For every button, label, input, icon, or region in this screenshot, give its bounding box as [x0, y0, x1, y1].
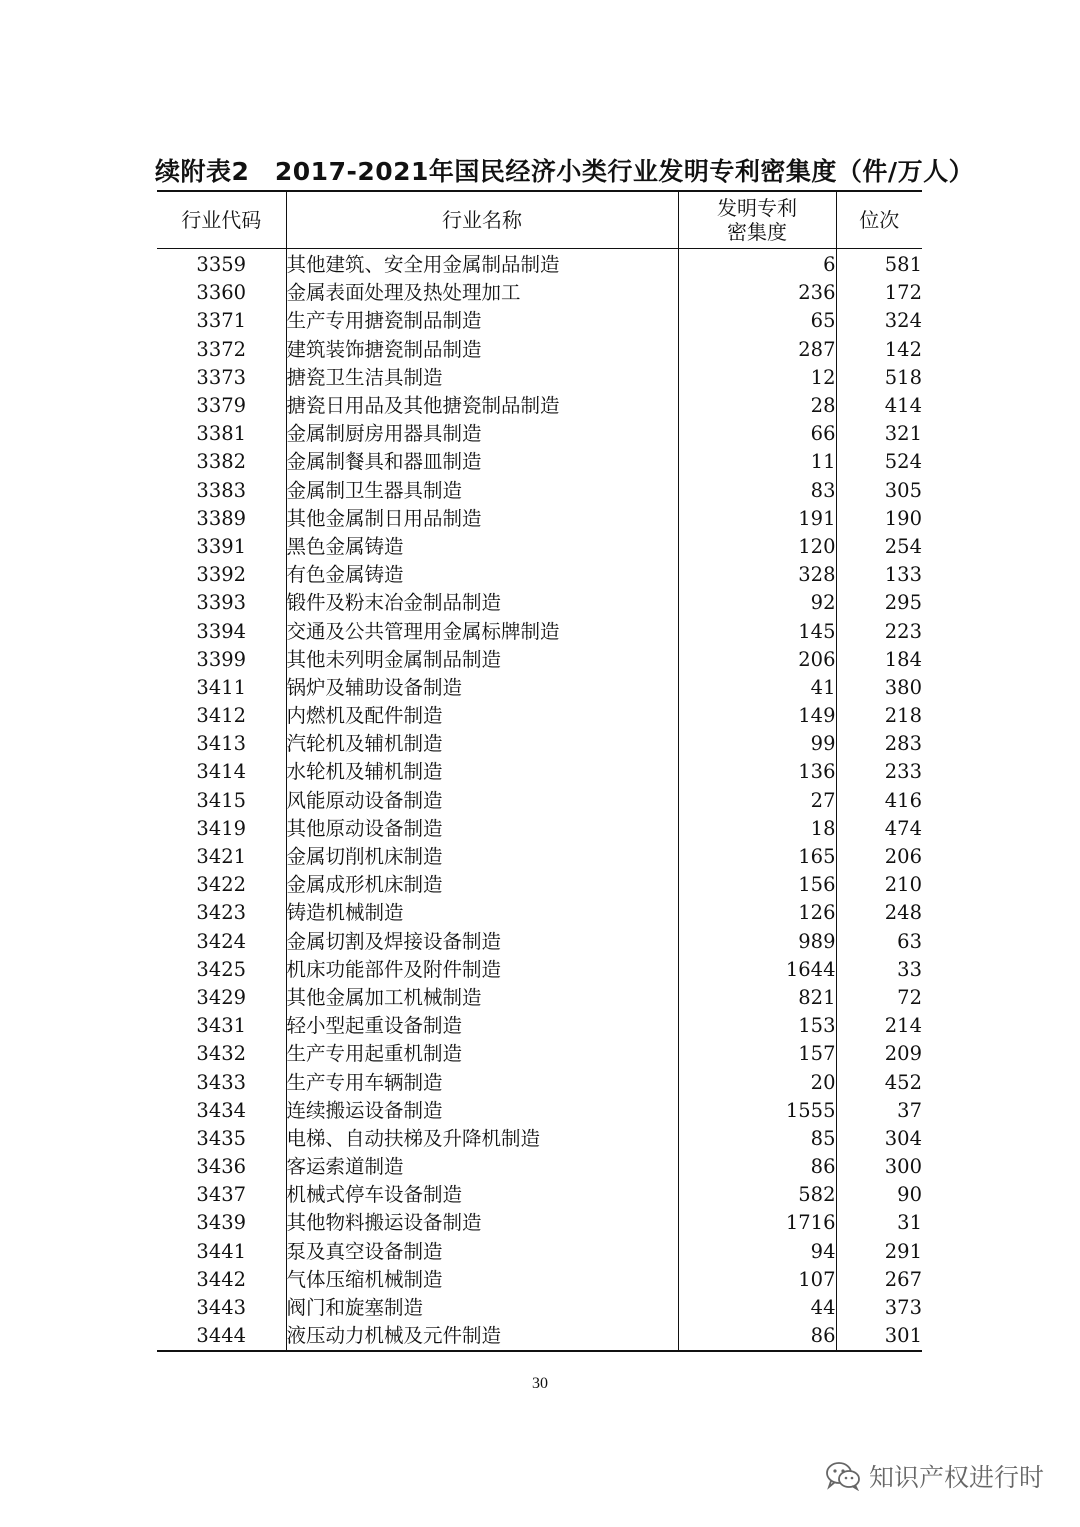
industry-code-cell: 3381: [196, 422, 247, 446]
table-row: [157, 589, 922, 617]
patent-density-cell: 28: [678, 392, 836, 420]
industry-name-cell: 生产专用车辆制造: [286, 1068, 678, 1096]
industry-name-cell: 其他物料搬运设备制造: [286, 1209, 678, 1237]
rank-cell: 190: [836, 505, 922, 533]
patent-density-cell: 156: [678, 871, 836, 899]
industry-code-cell: 3444: [196, 1324, 247, 1348]
table-row: [157, 1012, 922, 1040]
table-header-row: [157, 191, 922, 249]
industry-name-cell: 电梯、自动扶梯及升降机制造: [286, 1125, 678, 1153]
patent-density-cell: 65: [678, 307, 836, 335]
rank-cell: 206: [836, 843, 922, 871]
table-row: [157, 1068, 922, 1096]
industry-code-cell: 3437: [196, 1183, 247, 1207]
table-row: [157, 674, 922, 702]
table-row: [157, 279, 922, 307]
table-title: 续附表2 2017-2021年国民经济小类行业发明专利密集度（件/万人）: [155, 157, 975, 186]
watermark: [825, 1458, 1044, 1494]
industry-name-cell: 其他金属加工机械制造: [286, 984, 678, 1012]
industry-code-cell: 3379: [196, 394, 247, 418]
industry-name-cell: 机床功能部件及附件制造: [286, 956, 678, 984]
patent-density-cell: 66: [678, 420, 836, 448]
patent-density-cell: 92: [678, 589, 836, 617]
industry-code-cell: 3391: [196, 534, 247, 558]
rank-cell: 37: [836, 1097, 922, 1125]
industry-code-cell: 3415: [196, 788, 247, 812]
patent-density-cell: 191: [678, 505, 836, 533]
patent-density-cell: 328: [678, 561, 836, 589]
rank-cell: 304: [836, 1125, 922, 1153]
rank-cell: 324: [836, 307, 922, 335]
table-row: [157, 646, 922, 674]
industry-name-cell: 其他未列明金属制品制造: [286, 646, 678, 674]
industry-code-cell: 3432: [196, 1042, 247, 1066]
table-row: [157, 1322, 922, 1351]
industry-name-cell: 金属切割及焊接设备制造: [286, 928, 678, 956]
patent-density-cell: 126: [678, 899, 836, 927]
table-row: [157, 561, 922, 589]
patent-density-cell: 83: [678, 477, 836, 505]
patent-density-cell: 44: [678, 1294, 836, 1322]
rank-cell: 291: [836, 1238, 922, 1266]
industry-code-cell: 3412: [196, 704, 247, 728]
industry-name-cell: 黑色金属铸造: [286, 533, 678, 561]
rank-cell: 90: [836, 1181, 922, 1209]
industry-name-cell: 铸造机械制造: [286, 899, 678, 927]
patent-density-cell: 153: [678, 1012, 836, 1040]
patent-density-cell: 6: [678, 249, 836, 280]
table-row: [157, 617, 922, 645]
industry-name-cell: 生产专用起重机制造: [286, 1040, 678, 1068]
industry-name-cell: 金属成形机床制造: [286, 871, 678, 899]
table-row: [157, 1238, 922, 1266]
header-patent-density: [678, 191, 836, 249]
patent-density-cell: 41: [678, 674, 836, 702]
industry-code-cell: 3413: [196, 732, 247, 756]
industry-code-cell: 3423: [196, 901, 247, 925]
rank-cell: 31: [836, 1209, 922, 1237]
industry-name-cell: 气体压缩机械制造: [286, 1266, 678, 1294]
rank-cell: 283: [836, 730, 922, 758]
patent-density-cell: 18: [678, 815, 836, 843]
rank-cell: 267: [836, 1266, 922, 1294]
rank-cell: 305: [836, 477, 922, 505]
rank-cell: 518: [836, 364, 922, 392]
rank-cell: 380: [836, 674, 922, 702]
patent-density-cell: 1555: [678, 1097, 836, 1125]
industry-code-cell: 3411: [196, 675, 247, 699]
patent-density-cell: 120: [678, 533, 836, 561]
industry-code-cell: 3439: [196, 1211, 247, 1235]
wechat-icon: [825, 1461, 861, 1491]
industry-code-cell: 3419: [196, 816, 247, 840]
industry-code-cell: 3443: [196, 1296, 247, 1320]
rank-cell: 133: [836, 561, 922, 589]
industry-code-cell: 3414: [196, 760, 247, 784]
table-row: [157, 477, 922, 505]
rank-cell: 184: [836, 646, 922, 674]
patent-density-cell: 86: [678, 1153, 836, 1181]
industry-name-cell: 阀门和旋塞制造: [286, 1294, 678, 1322]
table-row: [157, 1181, 922, 1209]
table-row: [157, 249, 922, 280]
table-row: [157, 899, 922, 927]
industry-code-cell: 3436: [196, 1155, 247, 1179]
rank-cell: 248: [836, 899, 922, 927]
industry-name-cell: 其他金属制日用品制造: [286, 505, 678, 533]
table-row: [157, 815, 922, 843]
industry-code-cell: 3442: [196, 1267, 247, 1291]
patent-density-cell: 27: [678, 787, 836, 815]
patent-density-table: [157, 190, 922, 1352]
table-row: [157, 730, 922, 758]
industry-name-cell: 金属制餐具和器皿制造: [286, 448, 678, 476]
patent-density-cell: 136: [678, 758, 836, 786]
industry-name-cell: 有色金属铸造: [286, 561, 678, 589]
industry-code-cell: 3389: [196, 506, 247, 530]
industry-name-cell: 风能原动设备制造: [286, 787, 678, 815]
industry-name-cell: 搪瓷卫生洁具制造: [286, 364, 678, 392]
industry-code-cell: 3435: [196, 1126, 247, 1150]
industry-code-cell: 3421: [196, 845, 247, 869]
rank-cell: 373: [836, 1294, 922, 1322]
industry-code-cell: 3382: [196, 450, 247, 474]
patent-density-cell: 20: [678, 1068, 836, 1096]
rank-cell: 218: [836, 702, 922, 730]
patent-density-cell: 157: [678, 1040, 836, 1068]
patent-density-cell: 99: [678, 730, 836, 758]
rank-cell: 142: [836, 336, 922, 364]
rank-cell: 33: [836, 956, 922, 984]
patent-density-cell: 86: [678, 1322, 836, 1351]
patent-density-cell: 11: [678, 448, 836, 476]
rank-cell: 214: [836, 1012, 922, 1040]
industry-code-cell: 3429: [196, 985, 247, 1009]
industry-name-cell: 汽轮机及辅机制造: [286, 730, 678, 758]
patent-density-cell: 107: [678, 1266, 836, 1294]
header-density-line1: 发明专利: [717, 196, 797, 220]
table-row: [157, 448, 922, 476]
rank-cell: 321: [836, 420, 922, 448]
table-row: [157, 702, 922, 730]
rank-cell: 414: [836, 392, 922, 420]
patent-density-cell: 287: [678, 336, 836, 364]
industry-code-cell: 3399: [196, 647, 247, 671]
industry-name-cell: 锻件及粉末冶金制品制造: [286, 589, 678, 617]
patent-density-cell: 149: [678, 702, 836, 730]
rank-cell: 452: [836, 1068, 922, 1096]
industry-name-cell: 交通及公共管理用金属标牌制造: [286, 617, 678, 645]
table-body: [157, 249, 922, 1352]
industry-code-cell: 3371: [196, 309, 247, 333]
rank-cell: 300: [836, 1153, 922, 1181]
industry-name-cell: 生产专用搪瓷制品制造: [286, 307, 678, 335]
rank-cell: 210: [836, 871, 922, 899]
rank-cell: 474: [836, 815, 922, 843]
header-rank: 位次: [836, 191, 922, 249]
table-row: [157, 956, 922, 984]
patent-density-cell: 165: [678, 843, 836, 871]
header-industry-code: 行业代码: [157, 191, 286, 249]
rank-cell: 295: [836, 589, 922, 617]
industry-name-cell: 内燃机及配件制造: [286, 702, 678, 730]
rank-cell: 72: [836, 984, 922, 1012]
table-row: [157, 505, 922, 533]
industry-name-cell: 金属制卫生器具制造: [286, 477, 678, 505]
industry-code-cell: 3393: [196, 591, 247, 615]
table-row: [157, 1097, 922, 1125]
industry-code-cell: 3424: [196, 929, 247, 953]
watermark-text: 知识产权进行时: [868, 1463, 1044, 1492]
patent-density-cell: 94: [678, 1238, 836, 1266]
rank-cell: 63: [836, 928, 922, 956]
patent-density-cell: 236: [678, 279, 836, 307]
industry-name-cell: 锅炉及辅助设备制造: [286, 674, 678, 702]
industry-code-cell: 3431: [196, 1014, 247, 1038]
industry-name-cell: 轻小型起重设备制造: [286, 1012, 678, 1040]
patent-density-cell: 821: [678, 984, 836, 1012]
industry-name-cell: 泵及真空设备制造: [286, 1238, 678, 1266]
rank-cell: 254: [836, 533, 922, 561]
industry-code-cell: 3392: [196, 563, 247, 587]
industry-code-cell: 3383: [196, 478, 247, 502]
rank-cell: 172: [836, 279, 922, 307]
industry-name-cell: 客运索道制造: [286, 1153, 678, 1181]
patent-density-cell: 582: [678, 1181, 836, 1209]
rank-cell: 233: [836, 758, 922, 786]
table-row: [157, 1266, 922, 1294]
industry-code-cell: 3422: [196, 873, 247, 897]
table-row: [157, 871, 922, 899]
industry-name-cell: 金属表面处理及热处理加工: [286, 279, 678, 307]
patent-density-cell: 1716: [678, 1209, 836, 1237]
industry-name-cell: 液压动力机械及元件制造: [286, 1322, 678, 1351]
rank-cell: 581: [836, 249, 922, 280]
industry-code-cell: 3360: [196, 281, 247, 305]
header-density-line2: 密集度: [727, 220, 787, 244]
table-row: [157, 392, 922, 420]
rank-cell: 223: [836, 617, 922, 645]
industry-code-cell: 3434: [196, 1098, 247, 1122]
rank-cell: 524: [836, 448, 922, 476]
table-row: [157, 307, 922, 335]
industry-name-cell: 连续搬运设备制造: [286, 1097, 678, 1125]
table-row: [157, 758, 922, 786]
industry-name-cell: 建筑装饰搪瓷制品制造: [286, 336, 678, 364]
rank-cell: 209: [836, 1040, 922, 1068]
patent-density-cell: 1644: [678, 956, 836, 984]
table-row: [157, 420, 922, 448]
table-row: [157, 1153, 922, 1181]
table-row: [157, 928, 922, 956]
rank-cell: 416: [836, 787, 922, 815]
table-row: [157, 364, 922, 392]
table-row: [157, 1209, 922, 1237]
page-number: 30: [532, 1375, 548, 1392]
industry-name-cell: 金属切削机床制造: [286, 843, 678, 871]
patent-density-cell: 206: [678, 646, 836, 674]
industry-code-cell: 3433: [196, 1070, 247, 1094]
patent-density-cell: 145: [678, 617, 836, 645]
industry-code-cell: 3394: [196, 619, 247, 643]
header-industry-name: 行业名称: [286, 191, 678, 249]
table-row: [157, 336, 922, 364]
rank-cell: 301: [836, 1322, 922, 1351]
table-row: [157, 1040, 922, 1068]
table-row: [157, 1294, 922, 1322]
table-row: [157, 787, 922, 815]
table-row: [157, 843, 922, 871]
industry-name-cell: 金属制厨房用器具制造: [286, 420, 678, 448]
industry-code-cell: 3373: [196, 365, 247, 389]
patent-density-cell: 12: [678, 364, 836, 392]
patent-density-cell: 85: [678, 1125, 836, 1153]
industry-name-cell: 搪瓷日用品及其他搪瓷制品制造: [286, 392, 678, 420]
industry-code-cell: 3441: [196, 1239, 247, 1263]
industry-code-cell: 3425: [196, 957, 247, 981]
table-row: [157, 1125, 922, 1153]
table-row: [157, 533, 922, 561]
table-row: [157, 984, 922, 1012]
industry-name-cell: 机械式停车设备制造: [286, 1181, 678, 1209]
industry-code-cell: 3372: [196, 337, 247, 361]
industry-name-cell: 水轮机及辅机制造: [286, 758, 678, 786]
industry-code-cell: 3359: [196, 253, 247, 277]
industry-name-cell: 其他建筑、安全用金属制品制造: [286, 249, 678, 280]
patent-density-cell: 989: [678, 928, 836, 956]
industry-name-cell: 其他原动设备制造: [286, 815, 678, 843]
